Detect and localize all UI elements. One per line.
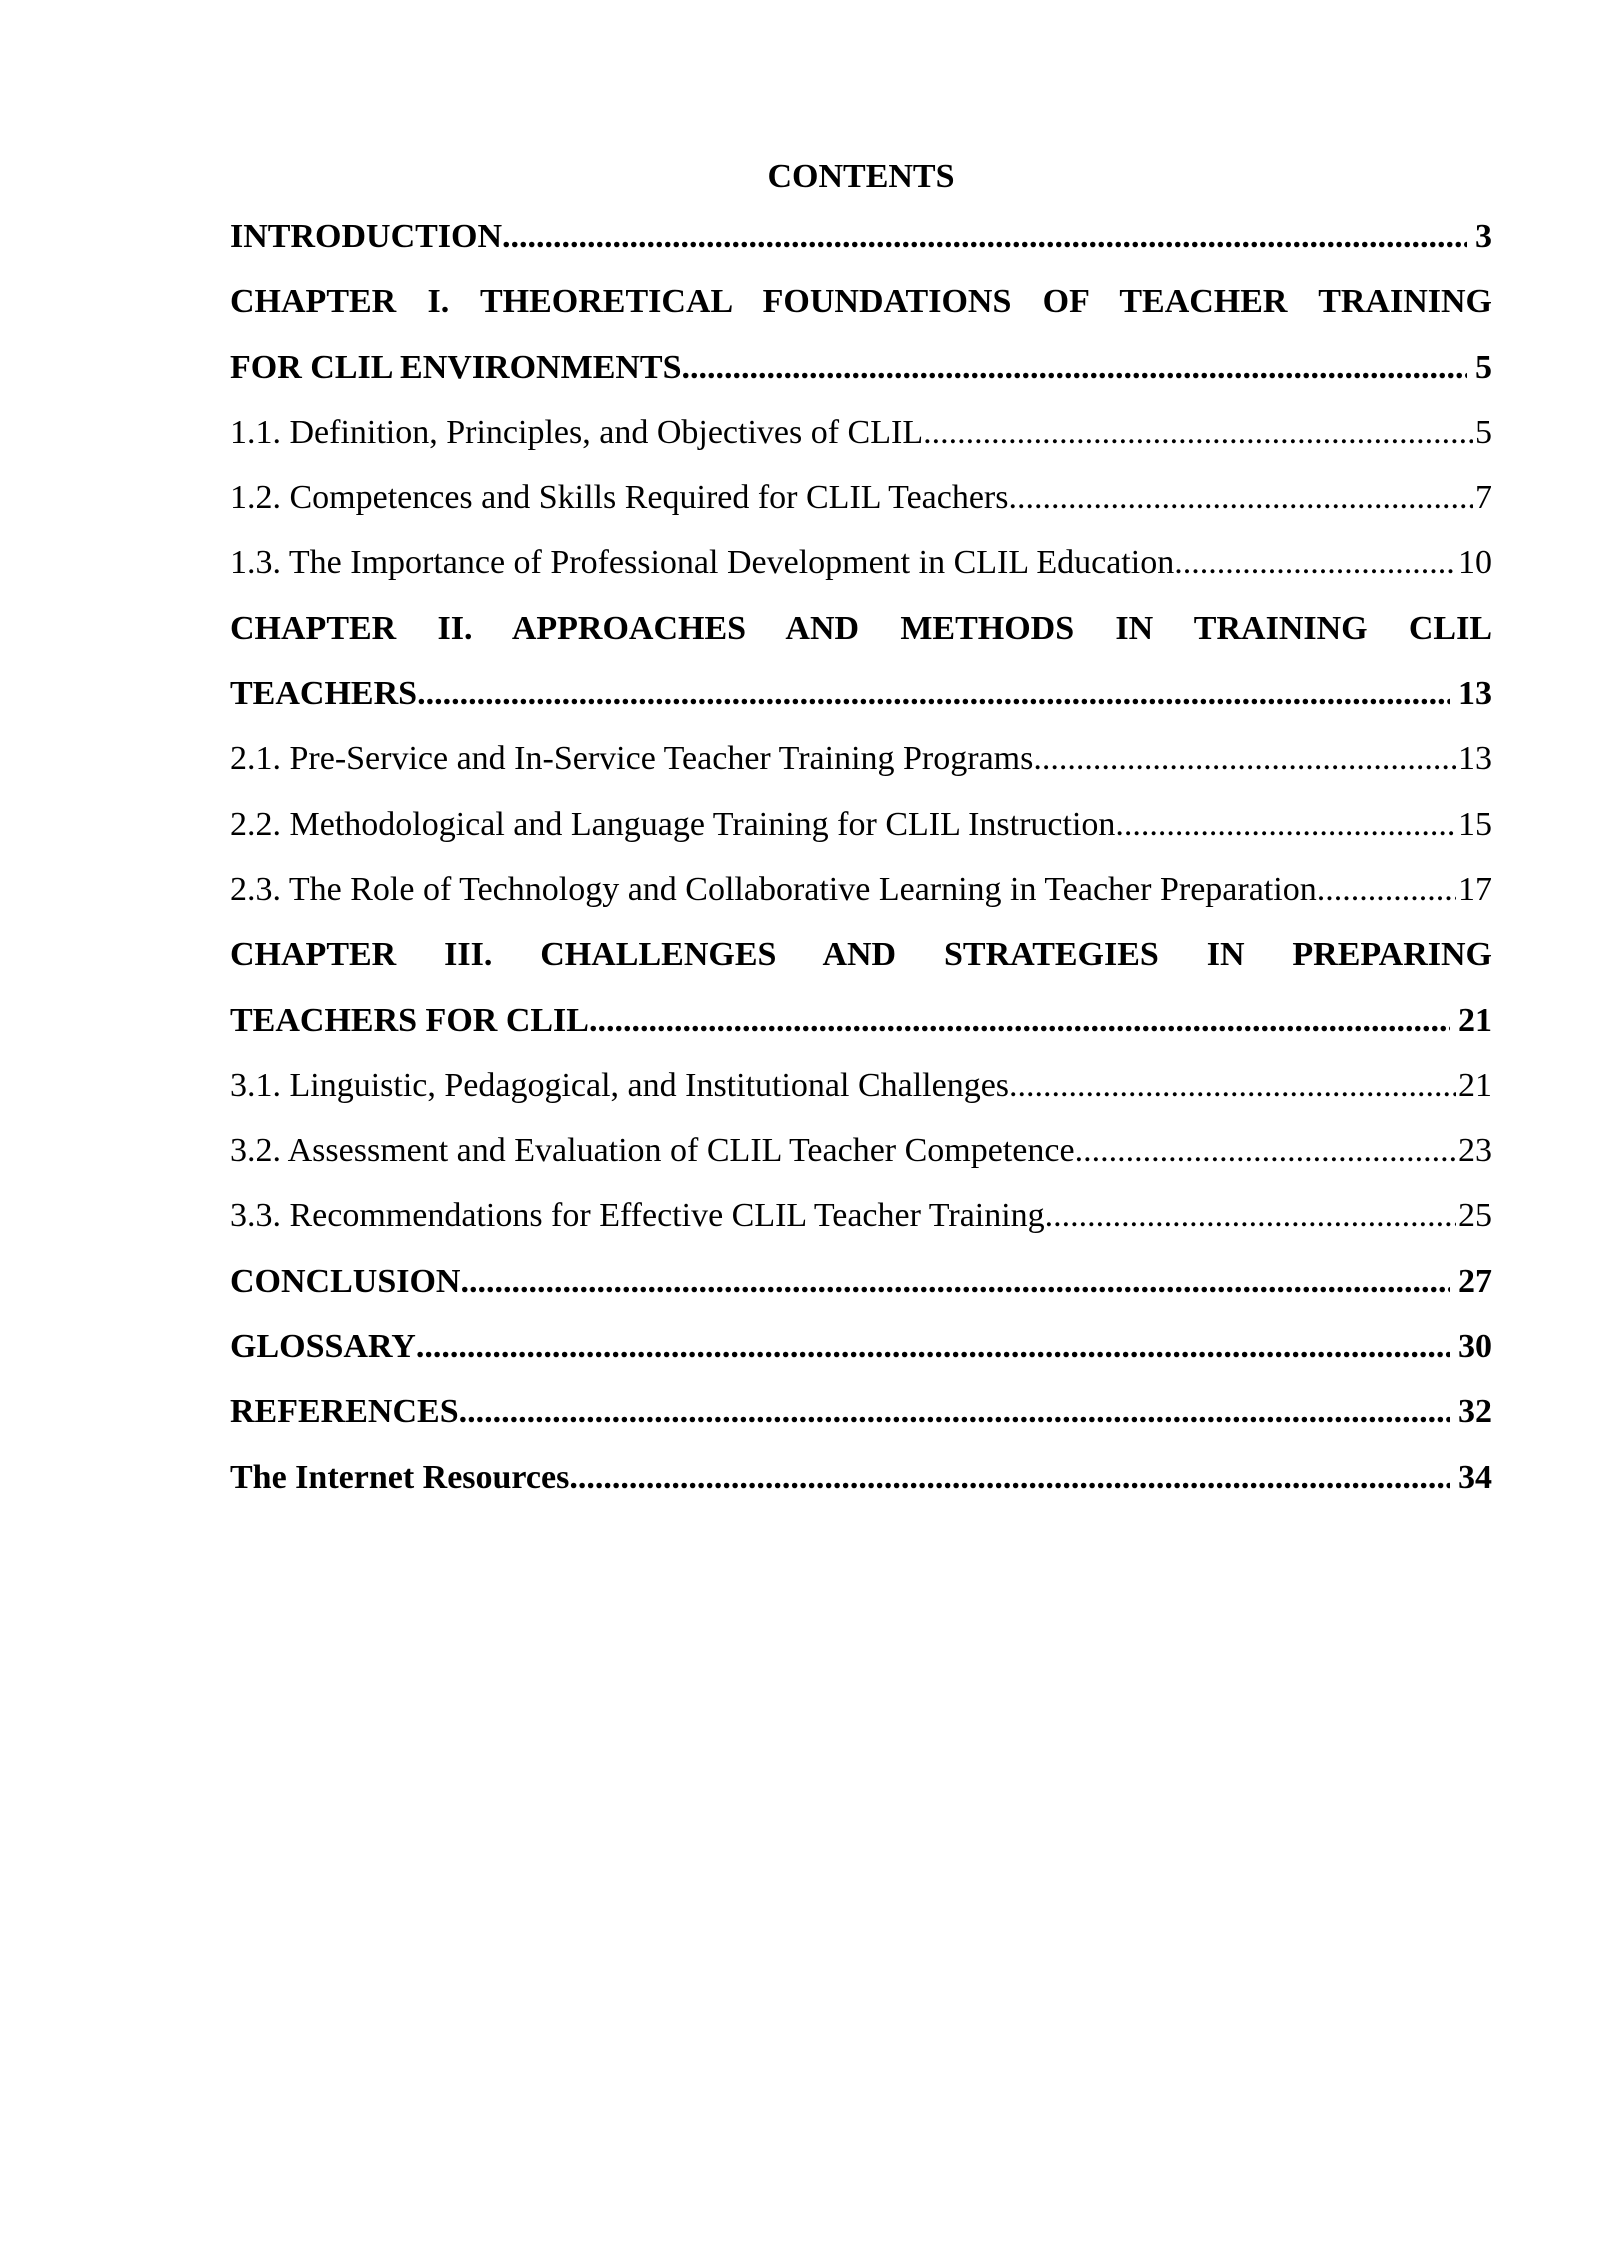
- toc-page-number: 32: [1458, 1393, 1492, 1431]
- toc-page-number: 30: [1458, 1328, 1492, 1366]
- toc-entry-section-1-3[interactable]: [230, 530, 1492, 595]
- toc-page-number: 15: [1458, 805, 1492, 843]
- dot-leader: [1033, 726, 1456, 791]
- dot-leader: [1008, 465, 1473, 530]
- toc-entry-label-line1: CHAPTER II. APPROACHES AND METHODS IN TRAINING CLIL: [230, 609, 1492, 647]
- dot-leader: [460, 1249, 1450, 1314]
- dot-leader: [416, 1314, 1450, 1379]
- toc-entry-label: 1.3. The Importance of Professional Development in CLIL Education: [230, 544, 1175, 582]
- toc-entry-section-1-1[interactable]: [230, 400, 1492, 465]
- toc-entry-internet-resources[interactable]: [230, 1445, 1492, 1510]
- dot-leader: [459, 1379, 1450, 1444]
- toc-list: [230, 204, 1492, 1510]
- toc-entry-chapter-2[interactable]: [230, 596, 1492, 727]
- toc-entry-glossary[interactable]: [230, 1314, 1492, 1379]
- contents-heading: CONTENTS: [767, 158, 955, 195]
- toc-entry-label: REFERENCES: [230, 1393, 459, 1431]
- toc-entry-label-line1: CHAPTER III. CHALLENGES AND STRATEGIES IN PREPARING: [230, 936, 1492, 974]
- toc-entry-label-line2: TEACHERS: [230, 675, 418, 713]
- toc-entry-label: 1.2. Competences and Skills Required for CLIL Teachers: [230, 479, 1009, 517]
- dot-leader: [1045, 1183, 1456, 1248]
- dot-leader: [1115, 792, 1456, 857]
- dot-leader: [1317, 857, 1456, 922]
- dot-leader: [502, 204, 1467, 269]
- dot-leader: [923, 400, 1473, 465]
- toc-entry-section-3-1[interactable]: [230, 1053, 1492, 1118]
- dot-leader: [569, 1445, 1450, 1510]
- dot-leader: [417, 661, 1450, 726]
- toc-page-number: 3: [1475, 218, 1492, 255]
- toc-entry-label: 2.1. Pre-Service and In-Service Teacher Training Programs: [230, 740, 1034, 778]
- toc-entry-chapter-1[interactable]: [230, 269, 1492, 400]
- toc-entry-label-line1: CHAPTER I. THEORETICAL FOUNDATIONS OF TEACHER TRAINING: [230, 283, 1492, 321]
- toc-page-number: 21: [1458, 1066, 1492, 1104]
- dot-leader: [589, 988, 1450, 1053]
- table-of-contents: [230, 150, 1492, 1510]
- toc-entry-section-3-3[interactable]: [230, 1183, 1492, 1248]
- toc-page-number: 5: [1475, 348, 1492, 386]
- toc-page-number: 10: [1458, 544, 1492, 582]
- toc-page-number: 5: [1475, 413, 1492, 451]
- dot-leader: [1075, 1118, 1456, 1183]
- toc-entry-section-3-2[interactable]: [230, 1118, 1492, 1183]
- toc-page-number: 25: [1458, 1197, 1492, 1235]
- toc-page-number: 13: [1458, 740, 1492, 778]
- toc-entry-label: 1.1. Definition, Principles, and Objectives of CLIL: [230, 413, 924, 451]
- toc-entry-section-2-2[interactable]: [230, 792, 1492, 857]
- toc-page-number: 23: [1458, 1132, 1492, 1170]
- toc-entry-label: 2.2. Methodological and Language Training for CLIL Instruction: [230, 805, 1116, 843]
- toc-entry-label-line2: FOR CLIL ENVIRONMENTS: [230, 348, 682, 386]
- toc-entry-section-2-3[interactable]: [230, 857, 1492, 922]
- toc-entry-label: 2.3. The Role of Technology and Collaborative Learning in Teacher Preparation: [230, 870, 1317, 908]
- toc-entry-introduction[interactable]: [230, 204, 1492, 269]
- toc-entry-label: GLOSSARY: [230, 1328, 416, 1366]
- toc-page-number: 7: [1475, 479, 1492, 517]
- toc-entry-label: The Internet Resources: [230, 1458, 570, 1496]
- toc-page-number: 13: [1458, 675, 1492, 713]
- toc-page-number: 17: [1458, 870, 1492, 908]
- toc-entry-label: CONCLUSION: [230, 1262, 461, 1300]
- toc-entry-section-1-2[interactable]: [230, 465, 1492, 530]
- toc-entry-section-2-1[interactable]: [230, 726, 1492, 791]
- dot-leader: [682, 335, 1467, 400]
- toc-entry-label: 3.1. Linguistic, Pedagogical, and Institutional Challenges: [230, 1066, 1010, 1104]
- toc-page-number: 21: [1458, 1001, 1492, 1039]
- toc-entry-label: 3.2. Assessment and Evaluation of CLIL Teacher Competence: [230, 1132, 1075, 1170]
- toc-entry-label-line2: TEACHERS FOR CLIL: [230, 1001, 589, 1039]
- toc-entry-references[interactable]: [230, 1379, 1492, 1444]
- toc-page-number: 34: [1458, 1458, 1492, 1496]
- dot-leader: [1174, 530, 1456, 595]
- toc-entry-label: INTRODUCTION: [230, 218, 503, 255]
- toc-entry-chapter-3[interactable]: [230, 922, 1492, 1053]
- toc-page-number: 27: [1458, 1262, 1492, 1300]
- toc-entry-conclusion[interactable]: [230, 1249, 1492, 1314]
- dot-leader: [1009, 1053, 1456, 1118]
- toc-entry-label: 3.3. Recommendations for Effective CLIL Teacher Training: [230, 1197, 1045, 1235]
